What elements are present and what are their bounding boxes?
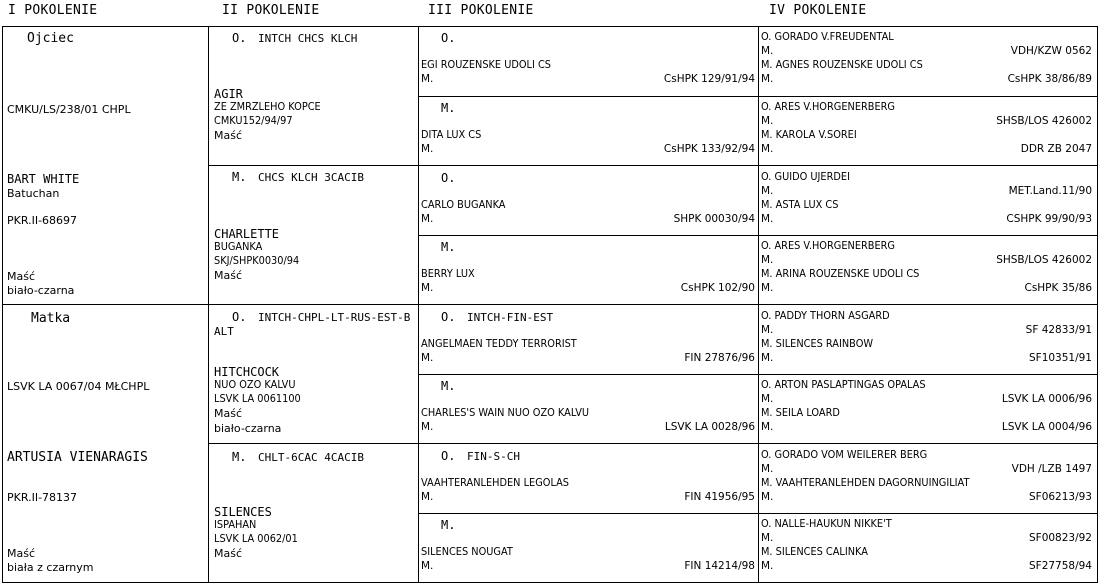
gen3-prefix: M.: [441, 240, 456, 254]
gen2-line: ISPAHAN: [214, 519, 257, 531]
gen3-name: VAAHTERANLEHDEN LEGOLAS: [421, 477, 570, 489]
father-color-label: Maść: [7, 270, 36, 283]
father-name: BART WHITE: [7, 172, 80, 186]
gen4-sex-marker: M.: [761, 491, 774, 503]
gen3-reg: SHPK 00030/94: [673, 213, 755, 225]
gen3-sex: M.: [421, 282, 434, 294]
gen2-line: CMKU152/94/97: [214, 115, 293, 127]
gen2-name: HITCHCOCK: [214, 365, 280, 379]
header-gen4: IV POKOLENIE: [769, 3, 867, 18]
gen2-line: BUGANKA: [214, 241, 263, 253]
mother-reg: PKR.II-78137: [7, 491, 78, 504]
gen3-name: CARLO BUGANKA: [421, 199, 506, 211]
gen3-sex: M.: [421, 213, 434, 225]
gen2-titles: CHCS KLCH 3CACIB: [258, 171, 364, 184]
header-gen1: I POKOLENIE: [8, 3, 98, 18]
gen3-prefix: O.: [441, 310, 456, 324]
father-color: biało-czarna: [7, 284, 75, 297]
gen4-dam-reg: CsHPK 38/86/89: [1007, 73, 1092, 85]
gen4-dam-reg: SF27758/94: [1028, 560, 1092, 572]
gen2-line: LSVK LA 0062/01: [214, 533, 298, 545]
gen4-dam-reg: DDR ZB 2047: [1020, 143, 1092, 155]
gen4-dam-reg: SF10351/91: [1028, 352, 1092, 364]
gen3-sex: M.: [421, 491, 434, 503]
gen4-sex-marker: M.: [761, 213, 774, 225]
gen4-sire-reg: SF 42833/91: [1025, 324, 1092, 336]
gen4-sex-marker: M.: [761, 45, 774, 57]
father-kennel: Batuchan: [7, 187, 60, 200]
gen4-sire: O. GORADO VOM WEILERER BERG: [761, 449, 928, 461]
gen4-sex-marker: M.: [761, 421, 774, 433]
gen3-sex: M.: [421, 143, 434, 155]
mother-color: biała z czarnym: [7, 561, 94, 574]
gen3-reg: CsHPK 133/92/94: [663, 143, 755, 155]
gen3-titles: INTCH-FIN-EST: [467, 311, 554, 324]
gen4-sex-marker: M.: [761, 143, 774, 155]
gen4-sex-marker: M.: [761, 282, 774, 294]
gen2-prefix: M.: [232, 170, 247, 184]
gen4-sire: O. GUIDO UJERDEI: [761, 171, 850, 183]
gen4-sire-reg: SHSB/LOS 426002: [996, 115, 1092, 127]
gen3-sex: M.: [421, 73, 434, 85]
gen3-sex: M.: [421, 352, 434, 364]
gen3-sex: M.: [421, 421, 434, 433]
gen3-reg: FIN 14214/98: [684, 560, 755, 572]
gen2-titles: INTCH CHCS KLCH: [258, 32, 358, 45]
gen4-dam-reg: LSVK LA 0004/96: [1001, 421, 1092, 433]
gen4-sex-marker: M.: [761, 185, 774, 197]
gen3-reg: FIN 41956/95: [684, 491, 755, 503]
gen2-prefix: O.: [232, 310, 247, 324]
father-heading: Ojciec: [27, 31, 74, 46]
gen2-line: Maść: [214, 547, 243, 560]
gen4-dam: M. SEILA LOARD: [761, 407, 840, 419]
mother-name: ARTUSIA VIENARAGIS: [7, 450, 148, 465]
gen4-sire-reg: LSVK LA 0006/96: [1001, 393, 1092, 405]
gen4-sex-marker: M.: [761, 115, 774, 127]
gen4-sex-marker: M.: [761, 352, 774, 364]
gen2-prefix: O.: [232, 31, 247, 45]
gen4-sire: O. GORADO V.FREUDENTAL: [761, 31, 894, 43]
gen4-sire-reg: SF00823/92: [1028, 532, 1092, 544]
father-titles: CMKU/LS/238/01 CHPL: [7, 103, 131, 116]
gen3-reg: CsHPK 129/91/94: [663, 73, 755, 85]
gen2-prefix: M.: [232, 450, 247, 464]
gen3-prefix: O.: [441, 171, 456, 185]
gen2-line: Maść: [214, 129, 243, 142]
gen2-line: NUO OZO KALVU: [214, 379, 296, 391]
gen3-reg: CsHPK 102/90: [680, 282, 755, 294]
gen3-name: EGI ROUZENSKE UDOLI CS: [421, 59, 552, 71]
gen3-reg: FIN 27876/96: [684, 352, 755, 364]
father-reg: PKR.II-68697: [7, 214, 78, 227]
gen4-dam-reg: CsHPK 35/86: [1024, 282, 1092, 294]
gen4-sex-marker: M.: [761, 73, 774, 85]
gen2-line: biało-czarna: [214, 422, 282, 435]
gen2-line: Maść: [214, 407, 243, 420]
gen2-titles-cont: ALT: [214, 325, 234, 338]
gen3-reg: LSVK LA 0028/96: [664, 421, 755, 433]
header-gen2: II POKOLENIE: [222, 3, 320, 18]
mother-heading: Matka: [31, 311, 71, 326]
gen2-line: LSVK LA 0061100: [214, 393, 301, 405]
gen2-name: SILENCES: [214, 505, 272, 519]
gen4-sire-reg: MET.Land.11/90: [1008, 185, 1092, 197]
header-gen3: III POKOLENIE: [428, 3, 534, 18]
gen4-sire: O. NALLE-HAUKUN NIKKE'T: [761, 518, 892, 530]
gen2-line: ZE ZMRZLEHO KOPCE: [214, 101, 321, 113]
gen4-dam: M. ARINA ROUZENSKE UDOLI CS: [761, 268, 920, 280]
gen2-line: Maść: [214, 269, 243, 282]
gen4-dam: M. ASTA LUX CS: [761, 199, 839, 211]
gen3-name: SILENCES NOUGAT: [421, 546, 513, 558]
gen4-dam: M. AGNES ROUZENSKE UDOLI CS: [761, 59, 923, 71]
gen3-prefix: O.: [441, 449, 456, 463]
gen3-name: DITA LUX CS: [421, 129, 482, 141]
gen4-sex-marker: M.: [761, 560, 774, 572]
gen4-dam-reg: SF06213/93: [1028, 491, 1092, 503]
gen4-sire: O. ARES V.HORGENERBERG: [761, 240, 895, 252]
gen4-sire-reg: VDH/KZW 0562: [1010, 45, 1092, 57]
gen4-sex-marker: M.: [761, 324, 774, 336]
gen2-name: CHARLETTE: [214, 227, 280, 241]
gen4-dam: M. VAAHTERANLEHDEN DAGORNUINGILIAT: [761, 477, 970, 489]
gen3-prefix: O.: [441, 31, 456, 45]
gen3-sex: M.: [421, 560, 434, 572]
gen4-sire: O. ARES V.HORGENERBERG: [761, 101, 895, 113]
gen4-dam-reg: CSHPK 99/90/93: [1006, 213, 1092, 225]
gen4-sex-marker: M.: [761, 254, 774, 266]
gen3-name: BERRY LUX: [421, 268, 475, 280]
gen4-sex-marker: M.: [761, 393, 774, 405]
gen2-name: AGIR: [214, 87, 243, 101]
gen3-name: CHARLES'S WAIN NUO OZO KALVU: [421, 407, 590, 419]
gen4-sire: O. PADDY THORN ASGARD: [761, 310, 890, 322]
gen4-sex-marker: M.: [761, 463, 774, 475]
gen4-dam: M. KAROLA V.SOREI: [761, 129, 857, 141]
gen4-sire-reg: VDH /LZB 1497: [1011, 463, 1092, 475]
gen4-dam: M. SILENCES RAINBOW: [761, 338, 874, 350]
gen4-sire: O. ARTON PASLAPTINGAS OPALAS: [761, 379, 926, 391]
gen2-titles: CHLT-6CAC 4CACIB: [258, 451, 364, 464]
gen3-name: ANGELMAEN TEDDY TERRORIST: [421, 338, 577, 350]
gen3-prefix: M.: [441, 518, 456, 532]
gen2-titles: INTCH-CHPL-LT-RUS-EST-B: [258, 311, 411, 324]
mother-color-label: Maść: [7, 547, 36, 560]
gen4-sire-reg: SHSB/LOS 426002: [996, 254, 1092, 266]
gen3-prefix: M.: [441, 101, 456, 115]
gen3-prefix: M.: [441, 379, 456, 393]
gen2-line: SKJ/SHPK0030/94: [214, 255, 300, 267]
gen4-dam: M. SILENCES CALINKA: [761, 546, 868, 558]
mother-titles: LSVK LA 0067/04 MŁCHPL: [7, 380, 150, 393]
gen4-sex-marker: M.: [761, 532, 774, 544]
gen3-titles: FIN-S-CH: [467, 450, 520, 463]
